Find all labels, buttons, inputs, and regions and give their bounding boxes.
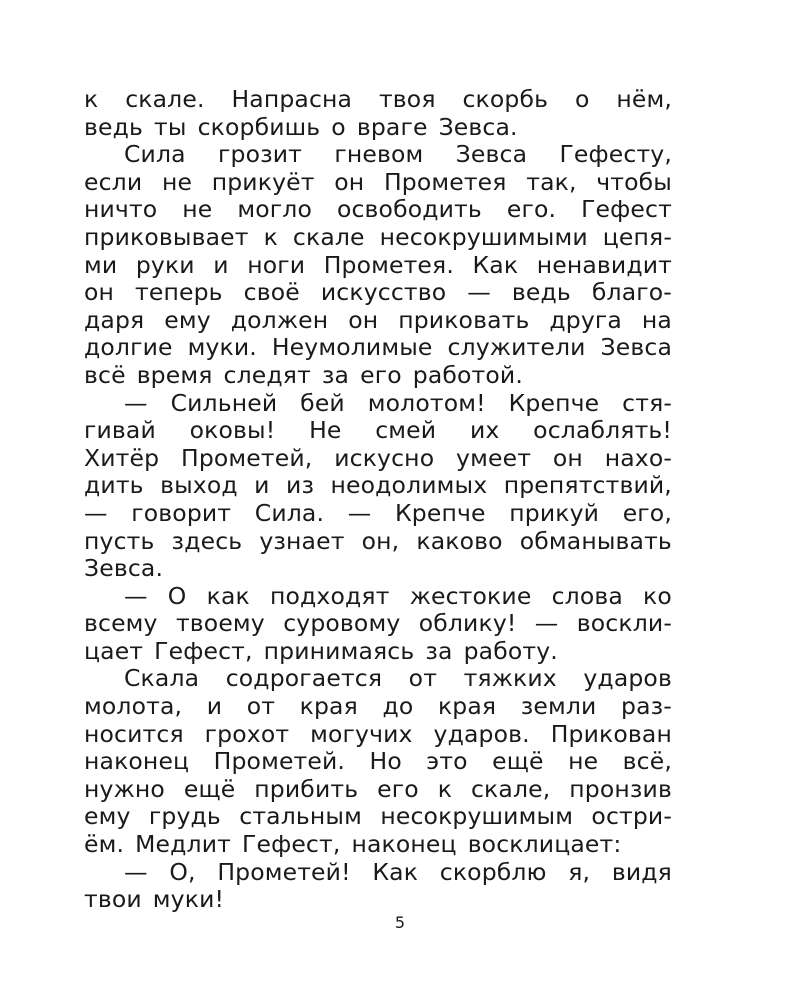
- text-line: ём. Медлит Гефест, наконец восклицает:: [84, 830, 622, 859]
- text-line: всё время следят за его работой.: [84, 360, 523, 389]
- text-line: — говорит Сила. — Крепче прикуй его,: [84, 498, 672, 527]
- body-text: [84, 86, 672, 914]
- text-line: гивай оковы! Не смей их ослаблять!: [84, 416, 672, 445]
- text-line: Скала содрогается от тяжких ударов: [124, 664, 672, 693]
- paragraph: [84, 390, 672, 583]
- text-line: цает Гефест, принимаясь за работу.: [84, 636, 558, 665]
- text-line: ничто не могло освободить его. Гефест: [84, 195, 672, 224]
- text-line: к скале. Напрасна твоя скорбь о нём,: [84, 85, 672, 113]
- paragraph: [84, 665, 672, 858]
- text-line: наконец Прометей. Но это ещё не всё,: [84, 747, 672, 776]
- paragraph: [84, 859, 672, 914]
- paragraph: [84, 141, 672, 389]
- paragraph: [84, 86, 672, 141]
- text-line: нужно ещё прибить его к скале, пронзив: [84, 774, 672, 803]
- paragraph: [84, 583, 672, 666]
- text-line: носится грохот могучих ударов. Прикован: [84, 719, 672, 748]
- text-line: дить выход и из неодолимых препятствий,: [84, 471, 672, 500]
- text-line: ему грудь стальным несокрушимым остри-: [84, 802, 672, 831]
- text-line: если не прикуёт он Прометея так, чтобы: [84, 167, 672, 196]
- text-line: пусть здесь узнает он, каково обманывать: [84, 526, 672, 555]
- page-number: 5: [394, 913, 406, 932]
- text-line: приковывает к скале несокрушимыми цепя-: [84, 222, 672, 251]
- text-line: — Сильней бей молотом! Крепче стя-: [124, 388, 672, 417]
- text-line: он теперь своё искусство — ведь благо-: [84, 278, 672, 307]
- text-line: — О, Прометей! Как скорблю я, видя: [124, 857, 672, 886]
- text-line: — О как подходят жестокие слова ко: [124, 581, 672, 610]
- text-line: Хитёр Прометей, искусно умеет он нахо-: [84, 443, 672, 472]
- text-line: ведь ты скорбишь о враге Зевса.: [84, 112, 518, 141]
- text-line: ми руки и ноги Прометея. Как ненавидит: [84, 250, 672, 279]
- text-line: долгие муки. Неумолимые служители Зевса: [84, 333, 672, 362]
- text-line: даря ему должен он приковать друга на: [84, 305, 672, 334]
- text-line: Зевса.: [84, 554, 164, 583]
- text-line: молота, и от края до края земли раз-: [84, 692, 672, 721]
- text-line: всему твоему суровому облику! — воскли-: [84, 609, 672, 638]
- text-line: Сила грозит гневом Зевса Гефесту,: [124, 140, 672, 169]
- text-line: твои муки!: [84, 885, 225, 914]
